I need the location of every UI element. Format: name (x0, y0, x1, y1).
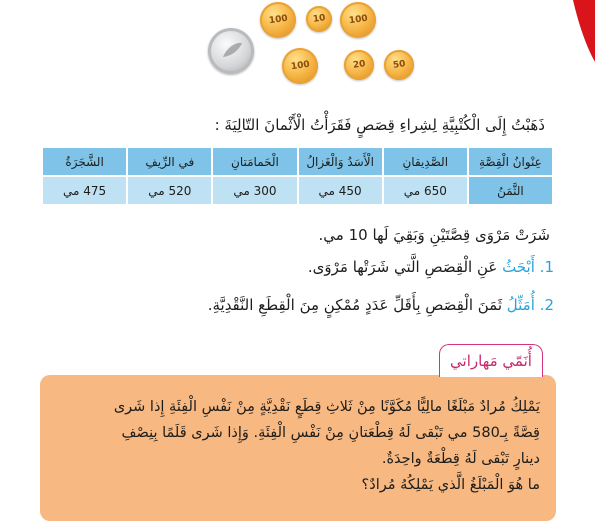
coin-100: 100 (282, 48, 318, 84)
question-2 (130, 296, 554, 314)
question-verb: أَبْحَثُ (502, 258, 535, 276)
skills-tab: أُنَمّي مَهاراتي (439, 344, 543, 377)
table-cell: في الرِّيفِ (127, 147, 212, 176)
table-cell: 300 مي (212, 176, 297, 205)
coin-50: 50 (384, 50, 414, 80)
question-text: عَنِ الْقِصَصِ الَّتي شَرَتْها مَرْوَى. (307, 258, 503, 276)
problem-statement: شَرَتْ مَرْوَى قِصَّتَيْنِ وَبَقِيَ لَها 10 مي. (318, 226, 550, 244)
table-cell: 475 مي (42, 176, 127, 205)
price-table (41, 146, 554, 206)
silver-coin-image (208, 28, 254, 74)
table-cell: 450 مي (298, 176, 383, 205)
table-cell: الشَّجَرَةُ (42, 147, 127, 176)
leaf-icon (208, 28, 254, 74)
red-corner-decoration (565, 0, 595, 62)
question-text: ثَمَنَ الْقِصَصِ بِأَقَلِّ عَدَدٍ مُمْكِنٍ مِنَ الْقِطَعِ النَّقْدِيَّةِ. (207, 296, 507, 314)
skills-line: قِصَّةً بِـ580 مي تَبْقى لَهُ قِطْعَتانِ مِنْ نَفْسِ الْفِئَةِ. وَإِذا شَرى قَلَمًا بِنِصْفِ (121, 425, 540, 441)
table-cell: الصَّدِيقانِ (383, 147, 468, 176)
skills-line: يَمْلِكُ مُرادٌ مَبْلَغًا مالِيًّا مُكَوَّنًا مِنْ ثَلاثِ قِطَعٍ نَقْدِيَّةٍ مِنْ نَفْسِ الْفِئَةِ إِذا شَرى (113, 399, 540, 415)
table-cell: الْأَسَدُ وَالْغَزالُ (298, 147, 383, 176)
table-row-label: عِنْوانُ الْقِصَّةِ (468, 147, 553, 176)
question-number: 2. (539, 296, 554, 314)
table-row-label: الثَّمَنُ (468, 176, 553, 205)
table-cell: 520 مي (127, 176, 212, 205)
skills-problem-text (62, 394, 540, 498)
question-number: 1. (539, 258, 554, 276)
table-row-prices (42, 176, 553, 205)
coin-20: 20 (344, 50, 374, 80)
table-row-titles (42, 147, 553, 176)
intro-text: ذَهَبْتُ إِلَى الْكُتْبِيَّةِ لِشِراءِ قِصَصٍ فَقَرَأْتُ الْأَثْمانَ التّالِيَةَ : (214, 116, 545, 134)
skills-line: ما هُوَ الْمَبْلَغُ الَّذي يَمْلِكُهُ مُرادٌ؟ (361, 477, 540, 493)
coin-10: 10 (306, 6, 332, 32)
coin-100: 100 (260, 2, 296, 38)
question-1 (200, 258, 554, 276)
table-cell: الْحَمامَتانِ (212, 147, 297, 176)
table-cell: 650 مي (383, 176, 468, 205)
skills-line: دينارٍ تَبْقى لَهُ قِطْعَةٌ واحِدَةٌ. (381, 451, 540, 467)
question-verb: أُمَثِّلُ (506, 296, 535, 314)
coin-100: 100 (340, 2, 376, 38)
